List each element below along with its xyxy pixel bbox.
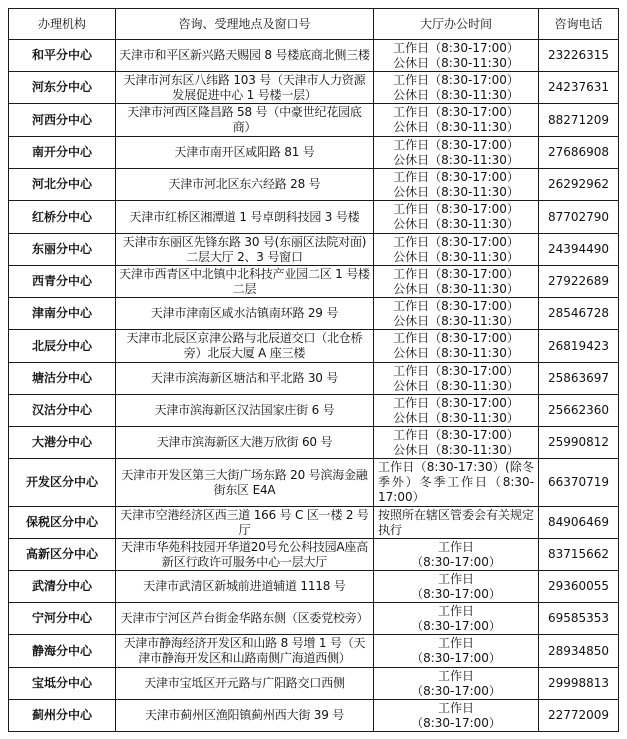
address: 天津市宁河区芦台街金华路东侧（区委党校旁） bbox=[116, 603, 374, 635]
org-name: 河东分中心 bbox=[9, 72, 116, 104]
hours-line: 公休日（8:30-11:30） bbox=[393, 120, 519, 134]
office-hours bbox=[374, 363, 539, 395]
hours-line: 工作日（8:30-17:00） bbox=[393, 72, 519, 87]
phone-number: 29360055 bbox=[539, 571, 619, 603]
office-hours bbox=[374, 395, 539, 427]
table-row bbox=[9, 700, 619, 732]
org-name: 保税区分中心 bbox=[9, 507, 116, 539]
table-row bbox=[9, 427, 619, 459]
phone-number: 28934850 bbox=[539, 635, 619, 668]
phone-number: 24237631 bbox=[539, 72, 619, 104]
hours-line: 公休日（8:30-11:30） bbox=[393, 281, 519, 296]
table-row bbox=[9, 137, 619, 169]
hours-line: （8:30-17:00） bbox=[411, 715, 501, 730]
hours-line: 工作日 bbox=[437, 636, 474, 650]
org-name: 南开分中心 bbox=[9, 137, 116, 169]
phone-number: 29998813 bbox=[539, 668, 619, 700]
address: 天津市华苑科技园开华道20号允公科技园A座高新区行政许可服务中心一层大厅 bbox=[116, 539, 374, 571]
address: 天津市北辰区京津公路与北辰道交口（北仓桥旁）北辰大厦 A 座三楼 bbox=[116, 330, 374, 363]
phone-number: 84906469 bbox=[539, 507, 619, 539]
header-address: 咨询、受理地点及窗口号 bbox=[116, 9, 374, 40]
hours-line: 工作日（8:30-17:00） bbox=[393, 298, 519, 313]
office-hours bbox=[374, 169, 539, 201]
org-name: 红桥分中心 bbox=[9, 201, 116, 234]
office-hours bbox=[374, 571, 539, 603]
table-row bbox=[9, 635, 619, 668]
office-hours bbox=[374, 104, 539, 137]
hours-line: 工作日（8:30-17:00） bbox=[393, 331, 519, 345]
address: 天津市和平区新兴路天赐园 8 号楼底商北侧三楼 bbox=[116, 40, 374, 72]
phone-number: 69585353 bbox=[539, 603, 619, 635]
hours-line: 工作日（8:30-17:00） bbox=[393, 363, 519, 378]
hours-line: 公休日（8:30-11:30） bbox=[393, 442, 519, 457]
table-row bbox=[9, 668, 619, 700]
org-name: 河西分中心 bbox=[9, 104, 116, 137]
phone-number: 24394490 bbox=[539, 234, 619, 266]
address: 天津市武清区新城前进道辅道 1118 号 bbox=[116, 571, 374, 603]
org-name: 汉沽分中心 bbox=[9, 395, 116, 427]
address: 天津市蓟州区渔阳镇蓟州西大街 39 号 bbox=[116, 700, 374, 732]
org-name: 塘沽分中心 bbox=[9, 363, 116, 395]
address: 天津市滨海新区汉沽国家庄街 6 号 bbox=[116, 395, 374, 427]
table-row bbox=[9, 539, 619, 571]
header-phone: 咨询电话 bbox=[539, 9, 619, 40]
header-hours: 大厅办公时间 bbox=[374, 9, 539, 40]
office-hours bbox=[374, 266, 539, 298]
office-hours bbox=[374, 137, 539, 169]
org-name: 北辰分中心 bbox=[9, 330, 116, 363]
table-row bbox=[9, 234, 619, 266]
phone-number: 25863697 bbox=[539, 363, 619, 395]
table-row bbox=[9, 507, 619, 539]
table-row bbox=[9, 40, 619, 72]
org-name: 宁河分中心 bbox=[9, 603, 116, 635]
address: 天津市津南区咸水沽镇南环路 29 号 bbox=[116, 298, 374, 330]
hours-line: 公休日（8:30-11:30） bbox=[393, 87, 519, 102]
hours-line: 工作日（8:30-17:00） bbox=[393, 266, 519, 281]
phone-number: 27686908 bbox=[539, 137, 619, 169]
org-name: 开发区分中心 bbox=[9, 459, 116, 507]
address: 天津市宝坻区开元路与广阳路交口西侧 bbox=[116, 668, 374, 700]
address: 天津市滨海新区大港万欣街 60 号 bbox=[116, 427, 374, 459]
header-org: 办理机构 bbox=[9, 9, 116, 40]
hours-line: 工作日（8:30-17:00） bbox=[393, 202, 519, 216]
address: 天津市开发区第三大街广场东路 20 号滨海金融街东区 E4A bbox=[116, 459, 374, 507]
table-row bbox=[9, 363, 619, 395]
address: 天津市东丽区先锋东路 30 号(东丽区法院对面)二层大厅 2、3 号窗口 bbox=[116, 234, 374, 266]
hours-line: 工作日（8:30-17:00） bbox=[393, 105, 519, 119]
hours-line: 工作日 bbox=[437, 539, 474, 554]
phone-number: 83715662 bbox=[539, 539, 619, 571]
phone-number: 88271209 bbox=[539, 104, 619, 137]
hours-line: 工作日 bbox=[437, 700, 474, 715]
org-name: 高新区分中心 bbox=[9, 539, 116, 571]
org-name: 津南分中心 bbox=[9, 298, 116, 330]
address: 天津市河北区东六经路 28 号 bbox=[116, 169, 374, 201]
hours-line: （8:30-17:00） bbox=[411, 586, 501, 601]
hours-line: 公休日（8:30-11:30） bbox=[393, 346, 519, 360]
hours-line: 工作日（8:30-17:00） bbox=[393, 40, 519, 55]
org-name: 宝坻分中心 bbox=[9, 668, 116, 700]
address: 天津市滨海新区塘沽和平北路 30 号 bbox=[116, 363, 374, 395]
hours-line: 工作日（8:30-17:00） bbox=[393, 137, 519, 152]
office-hours bbox=[374, 539, 539, 571]
hours-line: 公休日（8:30-11:30） bbox=[393, 313, 519, 328]
address: 天津市河东区八纬路 103 号（天津市人力资源发展促进中心 1 号楼一层） bbox=[116, 72, 374, 104]
address: 天津市西青区中北镇中北科技产业园二区 1 号楼二层 bbox=[116, 266, 374, 298]
hours-line: （8:30-17:00） bbox=[411, 618, 501, 633]
phone-number: 28546728 bbox=[539, 298, 619, 330]
hours-line: 工作日（8:30-17:00） bbox=[393, 395, 519, 410]
address: 天津市红桥区湘潭道 1 号卓朗科技园 3 号楼 bbox=[116, 201, 374, 234]
office-hours bbox=[374, 427, 539, 459]
table-row bbox=[9, 459, 619, 507]
office-hours bbox=[374, 201, 539, 234]
phone-number: 25990812 bbox=[539, 427, 619, 459]
office-hours bbox=[374, 635, 539, 668]
hours-line: 工作日（8:30-17:00） bbox=[393, 427, 519, 442]
office-hours bbox=[374, 603, 539, 635]
hours-line: （8:30-17:00） bbox=[411, 554, 501, 569]
table-row bbox=[9, 201, 619, 234]
hours-line: 公休日（8:30-11:30） bbox=[393, 184, 519, 199]
phone-number: 87702790 bbox=[539, 201, 619, 234]
org-name: 和平分中心 bbox=[9, 40, 116, 72]
hours-line: 工作日（8:30-17:00） bbox=[393, 169, 519, 184]
org-name: 大港分中心 bbox=[9, 427, 116, 459]
org-name: 河北分中心 bbox=[9, 169, 116, 201]
office-hours: 按照所在辖区管委会有关规定执行 bbox=[374, 507, 539, 539]
table-row bbox=[9, 395, 619, 427]
hours-line: 工作日 bbox=[437, 571, 474, 586]
hours-line: 公休日（8:30-11:30） bbox=[393, 217, 519, 231]
org-name: 蓟州分中心 bbox=[9, 700, 116, 732]
table-header-row bbox=[9, 9, 619, 40]
table-row bbox=[9, 104, 619, 137]
hours-line: （8:30-17:00） bbox=[411, 651, 501, 665]
office-hours bbox=[374, 298, 539, 330]
table-row bbox=[9, 169, 619, 201]
phone-number: 23226315 bbox=[539, 40, 619, 72]
office-hours bbox=[374, 700, 539, 732]
table-row bbox=[9, 330, 619, 363]
hours-line: 公休日（8:30-11:30） bbox=[393, 378, 519, 393]
phone-number: 27922689 bbox=[539, 266, 619, 298]
phone-number: 25662360 bbox=[539, 395, 619, 427]
address: 天津市河西区隆昌路 58 号（中豪世纪花园底商） bbox=[116, 104, 374, 137]
table-row bbox=[9, 603, 619, 635]
service-center-table bbox=[8, 8, 619, 732]
phone-number: 66370719 bbox=[539, 459, 619, 507]
table-row bbox=[9, 571, 619, 603]
address: 天津市静海经济开发区和山路 8 号增 1 号（天津市静海开发区和山路南侧广海道西侧） bbox=[116, 635, 374, 668]
hours-line: 公休日（8:30-11:30） bbox=[393, 55, 519, 70]
hours-line: 公休日（8:30-11:30） bbox=[393, 249, 519, 264]
address: 天津市空港经济区西三道 166 号 C 区一楼 2 号厅 bbox=[116, 507, 374, 539]
table-row bbox=[9, 72, 619, 104]
hours-line: 工作日 bbox=[437, 668, 474, 683]
table-row bbox=[9, 266, 619, 298]
office-hours bbox=[374, 72, 539, 104]
org-name: 武清分中心 bbox=[9, 571, 116, 603]
address: 天津市南开区咸阳路 81 号 bbox=[116, 137, 374, 169]
org-name: 西青分中心 bbox=[9, 266, 116, 298]
hours-line: 公休日（8:30-11:30） bbox=[393, 152, 519, 167]
office-hours bbox=[374, 40, 539, 72]
table-row bbox=[9, 298, 619, 330]
office-hours bbox=[374, 330, 539, 363]
hours-line: 工作日 bbox=[437, 603, 474, 618]
phone-number: 26819423 bbox=[539, 330, 619, 363]
hours-line: （8:30-17:00） bbox=[411, 683, 501, 698]
office-hours bbox=[374, 668, 539, 700]
org-name: 东丽分中心 bbox=[9, 234, 116, 266]
office-hours: 工作日（8:30-17:30）(除冬季外）冬季工作日（8:30-17:00） bbox=[374, 459, 539, 507]
office-hours bbox=[374, 234, 539, 266]
hours-line: 公休日（8:30-11:30） bbox=[393, 410, 519, 425]
hours-line: 工作日（8:30-17:00） bbox=[393, 234, 519, 249]
org-name: 静海分中心 bbox=[9, 635, 116, 668]
phone-number: 26292962 bbox=[539, 169, 619, 201]
phone-number: 22772009 bbox=[539, 700, 619, 732]
